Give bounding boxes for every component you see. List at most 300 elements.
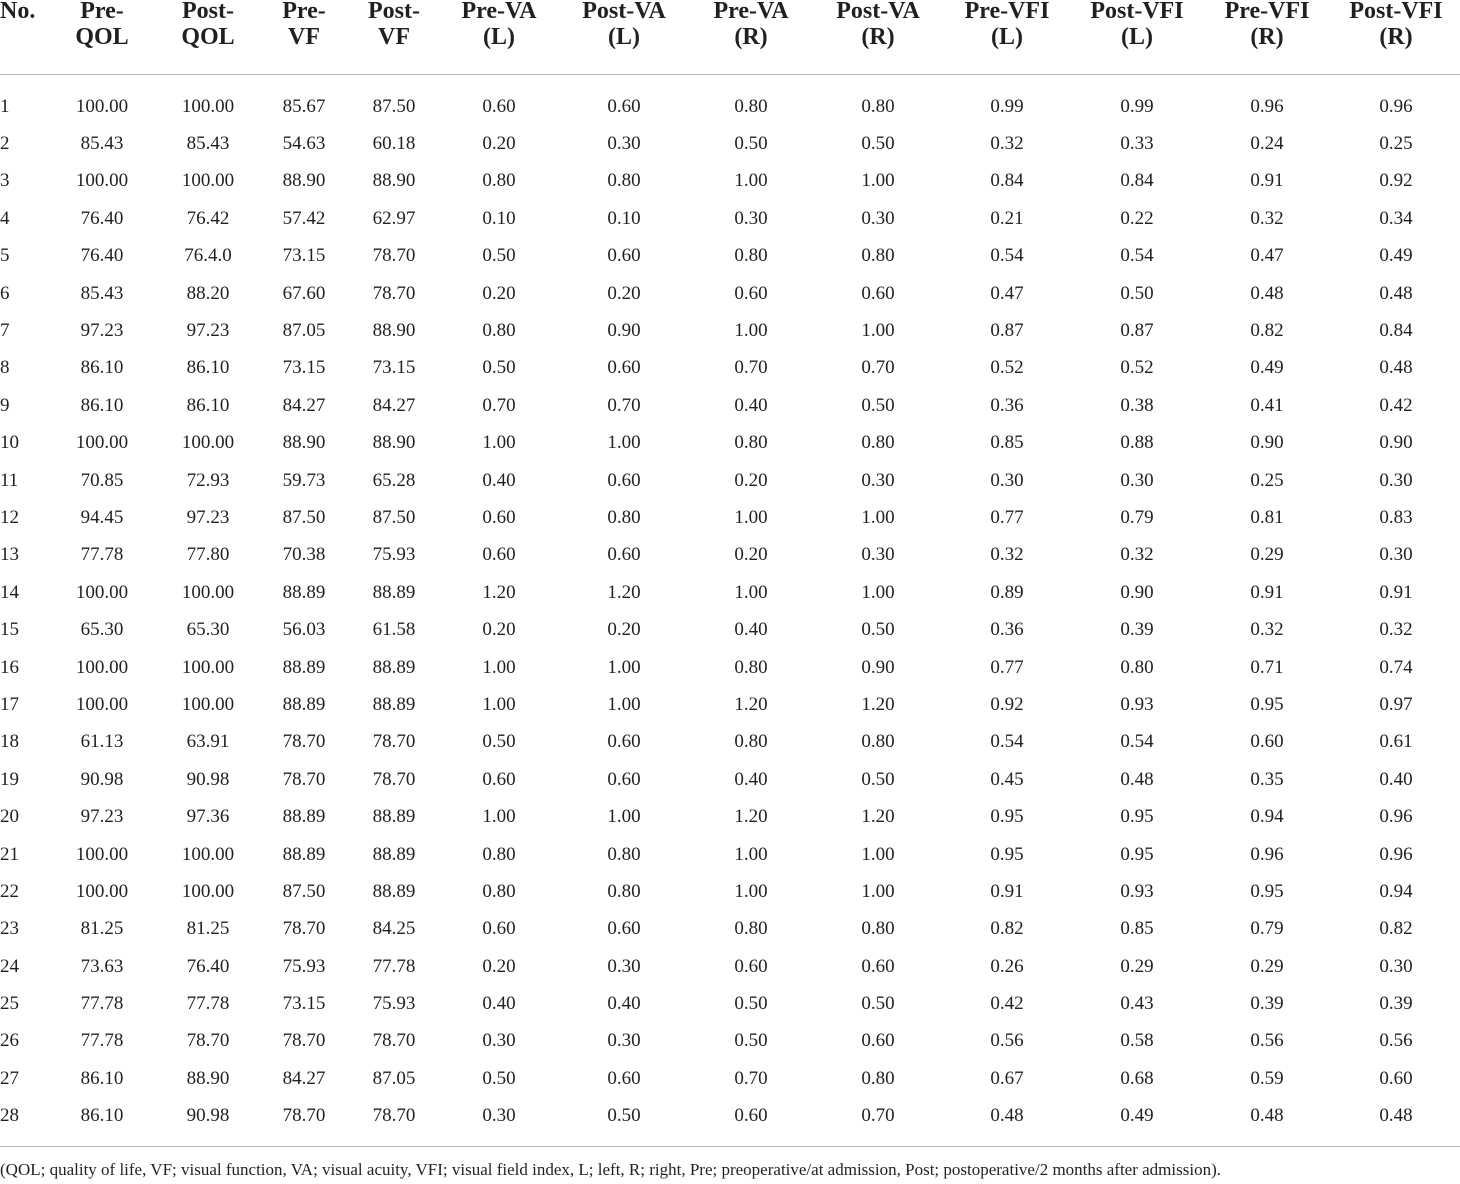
column-header-line: QOL [181, 24, 235, 50]
table-cell: 76.40 [80, 245, 124, 267]
table-cell: 0.70 [861, 1105, 895, 1127]
table-cell: 1.20 [734, 693, 768, 715]
table-row [0, 125, 1460, 162]
table-cell: 65.30 [80, 619, 124, 641]
table-cell: 72.93 [186, 469, 230, 491]
row-number-cell: 26 [0, 1030, 19, 1052]
column-header [1072, 0, 1202, 75]
table-cell: 0.92 [1379, 170, 1413, 192]
table-cell: 0.49 [1120, 1105, 1154, 1127]
row-number-cell: 16 [0, 656, 19, 678]
table-cell: 1.00 [482, 656, 516, 678]
row-number-cell: 7 [0, 320, 10, 342]
table-cell: 90.98 [80, 768, 124, 790]
table-cell: 0.10 [482, 207, 516, 229]
table-cell: 1.00 [861, 843, 895, 865]
row-number-cell: 4 [0, 207, 10, 229]
table-cell: 63.91 [186, 731, 230, 753]
column-header-line: Pre- [80, 0, 124, 24]
table-cell: 0.85 [1120, 918, 1154, 940]
table-cell: 65.30 [186, 619, 230, 641]
table-cell: 77.80 [186, 544, 230, 566]
column-header-line: Post-VFI [1090, 0, 1184, 24]
table-cell: 100.00 [75, 432, 129, 454]
table-cell: 0.32 [1379, 619, 1413, 641]
table-cell: 0.80 [861, 918, 895, 940]
column-header-line: Pre-VA [713, 0, 789, 24]
table-cell: 78.70 [186, 1030, 230, 1052]
table-cell: 88.89 [282, 581, 326, 603]
table-cell: 100.00 [75, 581, 129, 603]
table-cell: 0.70 [734, 1067, 768, 1089]
table-cell: 100.00 [181, 432, 235, 454]
table-cell: 0.20 [734, 544, 768, 566]
table-cell: 0.95 [990, 843, 1024, 865]
table-cell: 87.50 [282, 880, 326, 902]
table-cell: 0.87 [1120, 320, 1154, 342]
table-cell: 70.38 [282, 544, 326, 566]
table-cell: 0.21 [990, 207, 1024, 229]
table-cell: 0.20 [482, 282, 516, 304]
table-cell: 0.43 [1120, 993, 1154, 1015]
table-cell: 1.00 [607, 432, 641, 454]
table-cell: 0.80 [734, 918, 768, 940]
table-cell: 0.93 [1120, 880, 1154, 902]
table-cell: 78.70 [282, 731, 326, 753]
column-header [0, 0, 46, 75]
table-row [0, 238, 1460, 275]
table-cell: 0.50 [1120, 282, 1154, 304]
table-cell: 78.70 [282, 1105, 326, 1127]
table-cell: 0.36 [990, 619, 1024, 641]
table-cell: 0.84 [1379, 320, 1413, 342]
table-cell: 0.68 [1120, 1067, 1154, 1089]
table-cell: 62.97 [372, 207, 416, 229]
table-cell: 0.49 [1379, 245, 1413, 267]
table-cell: 0.42 [1379, 394, 1413, 416]
table-cell: 0.60 [1379, 1067, 1413, 1089]
table-cell: 0.56 [1250, 1030, 1284, 1052]
table-cell: 0.96 [1250, 95, 1284, 117]
table-row [0, 724, 1460, 761]
table-cell: 0.99 [990, 95, 1024, 117]
table-cell: 0.50 [861, 394, 895, 416]
table-cell: 87.50 [282, 506, 326, 528]
table-cell: 0.94 [1250, 806, 1284, 828]
table-cell: 0.48 [1250, 282, 1284, 304]
table-cell: 88.89 [372, 656, 416, 678]
table-cell: 0.50 [482, 731, 516, 753]
table-cell: 0.60 [607, 245, 641, 267]
table-cell: 0.20 [482, 619, 516, 641]
table-cell: 0.48 [1379, 282, 1413, 304]
table-cell: 1.20 [734, 806, 768, 828]
table-cell: 0.95 [1120, 806, 1154, 828]
table-cell: 97.23 [186, 506, 230, 528]
table-cell: 0.85 [990, 432, 1024, 454]
table-cell: 73.15 [282, 993, 326, 1015]
row-number-cell: 5 [0, 245, 10, 267]
table-row [0, 1098, 1460, 1135]
table-cell: 0.32 [1250, 207, 1284, 229]
table-row [0, 911, 1460, 948]
column-header-line: (L) [483, 24, 515, 50]
table-cell: 0.52 [990, 357, 1024, 379]
row-number-cell: 24 [0, 955, 19, 977]
table-cell: 61.58 [372, 619, 416, 641]
table-cell: 1.00 [861, 320, 895, 342]
table-cell: 0.30 [607, 1030, 641, 1052]
table-cell: 1.00 [861, 506, 895, 528]
table-cell: 0.56 [990, 1030, 1024, 1052]
row-number-cell: 20 [0, 806, 19, 828]
table-cell: 77.78 [372, 955, 416, 977]
table-cell: 0.80 [861, 245, 895, 267]
table-cell: 0.88 [1120, 432, 1154, 454]
table-cell: 0.45 [990, 768, 1024, 790]
table-cell: 0.91 [990, 880, 1024, 902]
table-cell: 0.87 [990, 320, 1024, 342]
table-cell: 59.73 [282, 469, 326, 491]
table-cell: 0.67 [990, 1067, 1024, 1089]
row-number-cell: 11 [0, 469, 19, 491]
table-cell: 1.20 [607, 581, 641, 603]
table-cell: 0.50 [861, 993, 895, 1015]
table-cell: 0.61 [1379, 731, 1413, 753]
table-cell: 1.00 [734, 843, 768, 865]
table-cell: 0.50 [734, 133, 768, 155]
table-cell: 86.10 [186, 357, 230, 379]
table-cell: 85.43 [80, 282, 124, 304]
table-cell: 0.50 [861, 133, 895, 155]
table-cell: 0.48 [1250, 1105, 1284, 1127]
table-cell: 76.40 [186, 955, 230, 977]
table-cell: 0.74 [1379, 656, 1413, 678]
table-cell: 81.25 [186, 918, 230, 940]
table-cell: 0.30 [990, 469, 1024, 491]
column-header [1332, 0, 1460, 75]
table-cell: 90.98 [186, 768, 230, 790]
table-cell: 0.80 [1120, 656, 1154, 678]
table-cell: 84.27 [282, 394, 326, 416]
table-cell: 97.23 [80, 320, 124, 342]
table-cell: 0.80 [607, 843, 641, 865]
table-cell: 78.70 [372, 768, 416, 790]
table-cell: 0.29 [1250, 544, 1284, 566]
table-cell: 77.78 [80, 1030, 124, 1052]
table-cell: 86.10 [186, 394, 230, 416]
table-cell: 0.50 [482, 245, 516, 267]
column-header [814, 0, 942, 75]
table-cell: 0.91 [1379, 581, 1413, 603]
table-cell: 100.00 [181, 693, 235, 715]
table-cell: 0.20 [482, 133, 516, 155]
table-cell: 0.79 [1120, 506, 1154, 528]
table-cell: 0.22 [1120, 207, 1154, 229]
table-cell: 61.13 [80, 731, 124, 753]
table-row [0, 798, 1460, 835]
table-cell: 0.97 [1379, 693, 1413, 715]
table-cell: 0.59 [1250, 1067, 1284, 1089]
table-cell: 0.54 [990, 245, 1024, 267]
table-cell: 0.48 [1120, 768, 1154, 790]
table-cell: 100.00 [75, 656, 129, 678]
table-cell: 100.00 [181, 581, 235, 603]
table-cell: 88.90 [372, 432, 416, 454]
table-cell: 0.96 [1379, 806, 1413, 828]
table-header-row [0, 0, 1460, 75]
column-header-line: (R) [1250, 24, 1284, 50]
table-cell: 86.10 [80, 394, 124, 416]
table-cell: 0.30 [1379, 469, 1413, 491]
table-cell: 0.80 [861, 432, 895, 454]
table-cell: 0.90 [1379, 432, 1413, 454]
table-cell: 75.93 [372, 544, 416, 566]
table-cell: 0.47 [1250, 245, 1284, 267]
table-cell: 84.27 [372, 394, 416, 416]
table-cell: 0.70 [607, 394, 641, 416]
table-row [0, 574, 1460, 611]
table-footnote: (QOL; quality of life, VF; visual function, VA; visual acuity, VFI; visual field index, L; left, R; right, Pre; preoperative/at admission, Post; postoperative/2 months after admission). [0, 1159, 1221, 1179]
table-cell: 0.50 [861, 619, 895, 641]
table-cell: 0.95 [990, 806, 1024, 828]
table-cell: 88.90 [372, 170, 416, 192]
table-cell: 87.05 [372, 1067, 416, 1089]
table-cell: 67.60 [282, 282, 326, 304]
table-cell: 0.80 [734, 245, 768, 267]
column-header [1202, 0, 1332, 75]
table-cell: 0.38 [1120, 394, 1154, 416]
table-cell: 0.32 [990, 544, 1024, 566]
table-cell: 70.85 [80, 469, 124, 491]
table-cell: 78.70 [282, 918, 326, 940]
table-cell: 88.89 [372, 843, 416, 865]
column-header [438, 0, 560, 75]
table-cell: 0.80 [861, 731, 895, 753]
table-cell: 100.00 [75, 95, 129, 117]
table-cell: 0.60 [607, 918, 641, 940]
table-cell: 94.45 [80, 506, 124, 528]
table-cell: 0.84 [990, 170, 1024, 192]
table-cell: 0.80 [607, 170, 641, 192]
row-number-cell: 25 [0, 993, 19, 1015]
table-cell: 0.80 [482, 880, 516, 902]
table-cell: 86.10 [80, 357, 124, 379]
column-header-line: VF [288, 24, 320, 50]
table-cell: 100.00 [75, 843, 129, 865]
table-cell: 0.40 [1379, 768, 1413, 790]
row-number-cell: 23 [0, 918, 19, 940]
table-cell: 0.52 [1120, 357, 1154, 379]
row-number-cell: 14 [0, 581, 19, 603]
row-number-cell: 27 [0, 1067, 19, 1089]
column-header-line: No. [0, 0, 36, 24]
table-row [0, 499, 1460, 536]
table-cell: 0.60 [734, 282, 768, 304]
table-cell: 0.54 [1120, 731, 1154, 753]
table-cell: 87.50 [372, 506, 416, 528]
column-header-line: (R) [1379, 24, 1413, 50]
table-cell: 0.60 [607, 731, 641, 753]
table-row [0, 200, 1460, 237]
table-cell: 0.60 [482, 506, 516, 528]
table-row [0, 350, 1460, 387]
table-cell: 0.70 [482, 394, 516, 416]
table-cell: 0.50 [734, 1030, 768, 1052]
table-cell: 0.30 [861, 469, 895, 491]
table-cell: 0.91 [1250, 581, 1284, 603]
table-cell: 100.00 [181, 95, 235, 117]
row-number-cell: 9 [0, 394, 10, 416]
table-cell: 0.20 [607, 619, 641, 641]
table-cell: 0.82 [1250, 320, 1284, 342]
table-cell: 0.35 [1250, 768, 1284, 790]
table-cell: 0.89 [990, 581, 1024, 603]
table-cell: 87.50 [372, 95, 416, 117]
table-cell: 0.77 [990, 506, 1024, 528]
table-row [0, 836, 1460, 873]
table-cell: 0.80 [482, 320, 516, 342]
row-number-cell: 13 [0, 544, 19, 566]
table-cell: 0.60 [607, 768, 641, 790]
table-cell: 0.40 [734, 394, 768, 416]
table-cell: 0.80 [607, 880, 641, 902]
table-cell: 0.29 [1120, 955, 1154, 977]
table-cell: 0.99 [1120, 95, 1154, 117]
table-cell: 0.96 [1379, 95, 1413, 117]
table-cell: 0.39 [1250, 993, 1284, 1015]
table-cell: 0.40 [734, 768, 768, 790]
table-cell: 1.00 [482, 693, 516, 715]
table-cell: 0.48 [1379, 357, 1413, 379]
table-cell: 56.03 [282, 619, 326, 641]
column-header-line: (L) [608, 24, 640, 50]
table-cell: 1.20 [861, 806, 895, 828]
column-header-line: Pre-VFI [964, 0, 1050, 24]
table-cell: 88.89 [372, 693, 416, 715]
column-header-line: (R) [734, 24, 768, 50]
table-cell: 0.49 [1250, 357, 1284, 379]
table-cell: 0.30 [607, 955, 641, 977]
table-cell: 0.32 [1250, 619, 1284, 641]
table-cell: 0.25 [1250, 469, 1284, 491]
table-cell: 0.39 [1120, 619, 1154, 641]
table-cell: 84.27 [282, 1067, 326, 1089]
row-number-cell: 15 [0, 619, 19, 641]
table-cell: 85.43 [80, 133, 124, 155]
column-header-line: Post- [182, 0, 234, 24]
table-cell: 0.60 [482, 95, 516, 117]
table-cell: 1.00 [734, 320, 768, 342]
table-cell: 78.70 [372, 282, 416, 304]
table-cell: 85.43 [186, 133, 230, 155]
table-row [0, 761, 1460, 798]
table-cell: 0.60 [734, 1105, 768, 1127]
table-cell: 73.63 [80, 955, 124, 977]
table-cell: 88.89 [282, 656, 326, 678]
row-number-cell: 28 [0, 1105, 19, 1127]
row-number-cell: 17 [0, 693, 19, 715]
table-cell: 0.40 [482, 469, 516, 491]
table-cell: 100.00 [181, 843, 235, 865]
table-cell: 0.30 [482, 1105, 516, 1127]
table-cell: 97.23 [186, 320, 230, 342]
table-row [0, 1060, 1460, 1097]
table-cell: 0.30 [734, 207, 768, 229]
table-cell: 0.50 [734, 993, 768, 1015]
table-cell: 1.00 [861, 880, 895, 902]
table-cell: 0.48 [990, 1105, 1024, 1127]
table-cell: 1.00 [734, 170, 768, 192]
table-cell: 0.24 [1250, 133, 1284, 155]
table-cell: 76.4.0 [184, 245, 232, 267]
table-row [0, 873, 1460, 910]
table-row [0, 163, 1460, 200]
table-cell: 1.20 [861, 693, 895, 715]
table-cell: 86.10 [80, 1105, 124, 1127]
table-cell: 88.90 [186, 1067, 230, 1089]
table-cell: 0.29 [1250, 955, 1284, 977]
column-header [688, 0, 814, 75]
table-cell: 0.70 [861, 357, 895, 379]
table-cell: 73.15 [282, 245, 326, 267]
column-header-line: Pre-VFI [1224, 0, 1310, 24]
table-cell: 0.54 [990, 731, 1024, 753]
table-cell: 0.80 [607, 506, 641, 528]
table-cell: 85.67 [282, 95, 326, 117]
table-cell: 0.34 [1379, 207, 1413, 229]
row-number-cell: 22 [0, 880, 19, 902]
row-number-cell: 12 [0, 506, 19, 528]
row-number-cell: 2 [0, 133, 10, 155]
table-cell: 88.90 [282, 432, 326, 454]
column-header-line: Post- [368, 0, 420, 24]
table-cell: 0.94 [1379, 880, 1413, 902]
row-number-cell: 6 [0, 282, 10, 304]
table-cell: 88.89 [282, 806, 326, 828]
table-cell: 0.50 [607, 1105, 641, 1127]
table-cell: 0.60 [607, 95, 641, 117]
table-cell: 0.30 [1120, 469, 1154, 491]
column-header-line: VF [378, 24, 410, 50]
table-cell: 1.00 [607, 693, 641, 715]
table-cell: 0.60 [1250, 731, 1284, 753]
row-number-cell: 18 [0, 731, 19, 753]
table-body [0, 75, 1460, 1147]
table-cell: 88.89 [372, 581, 416, 603]
table-cell: 88.89 [282, 843, 326, 865]
column-header [46, 0, 158, 75]
table-cell: 0.56 [1379, 1030, 1413, 1052]
table-cell: 78.70 [372, 1030, 416, 1052]
table-cell: 0.26 [990, 955, 1024, 977]
table-cell: 0.50 [861, 768, 895, 790]
table-cell: 0.30 [1379, 544, 1413, 566]
table-cell: 0.70 [734, 357, 768, 379]
table-cell: 0.54 [1120, 245, 1154, 267]
table-cell: 0.71 [1250, 656, 1284, 678]
table-cell: 0.10 [607, 207, 641, 229]
table-row [0, 537, 1460, 574]
table-cell: 0.42 [990, 993, 1024, 1015]
table-row [0, 88, 1460, 125]
table-cell: 0.80 [734, 432, 768, 454]
column-header-line: (L) [1121, 24, 1153, 50]
table-cell: 0.82 [990, 918, 1024, 940]
table-cell: 0.41 [1250, 394, 1284, 416]
table-cell: 1.00 [607, 656, 641, 678]
table-cell: 0.80 [482, 843, 516, 865]
